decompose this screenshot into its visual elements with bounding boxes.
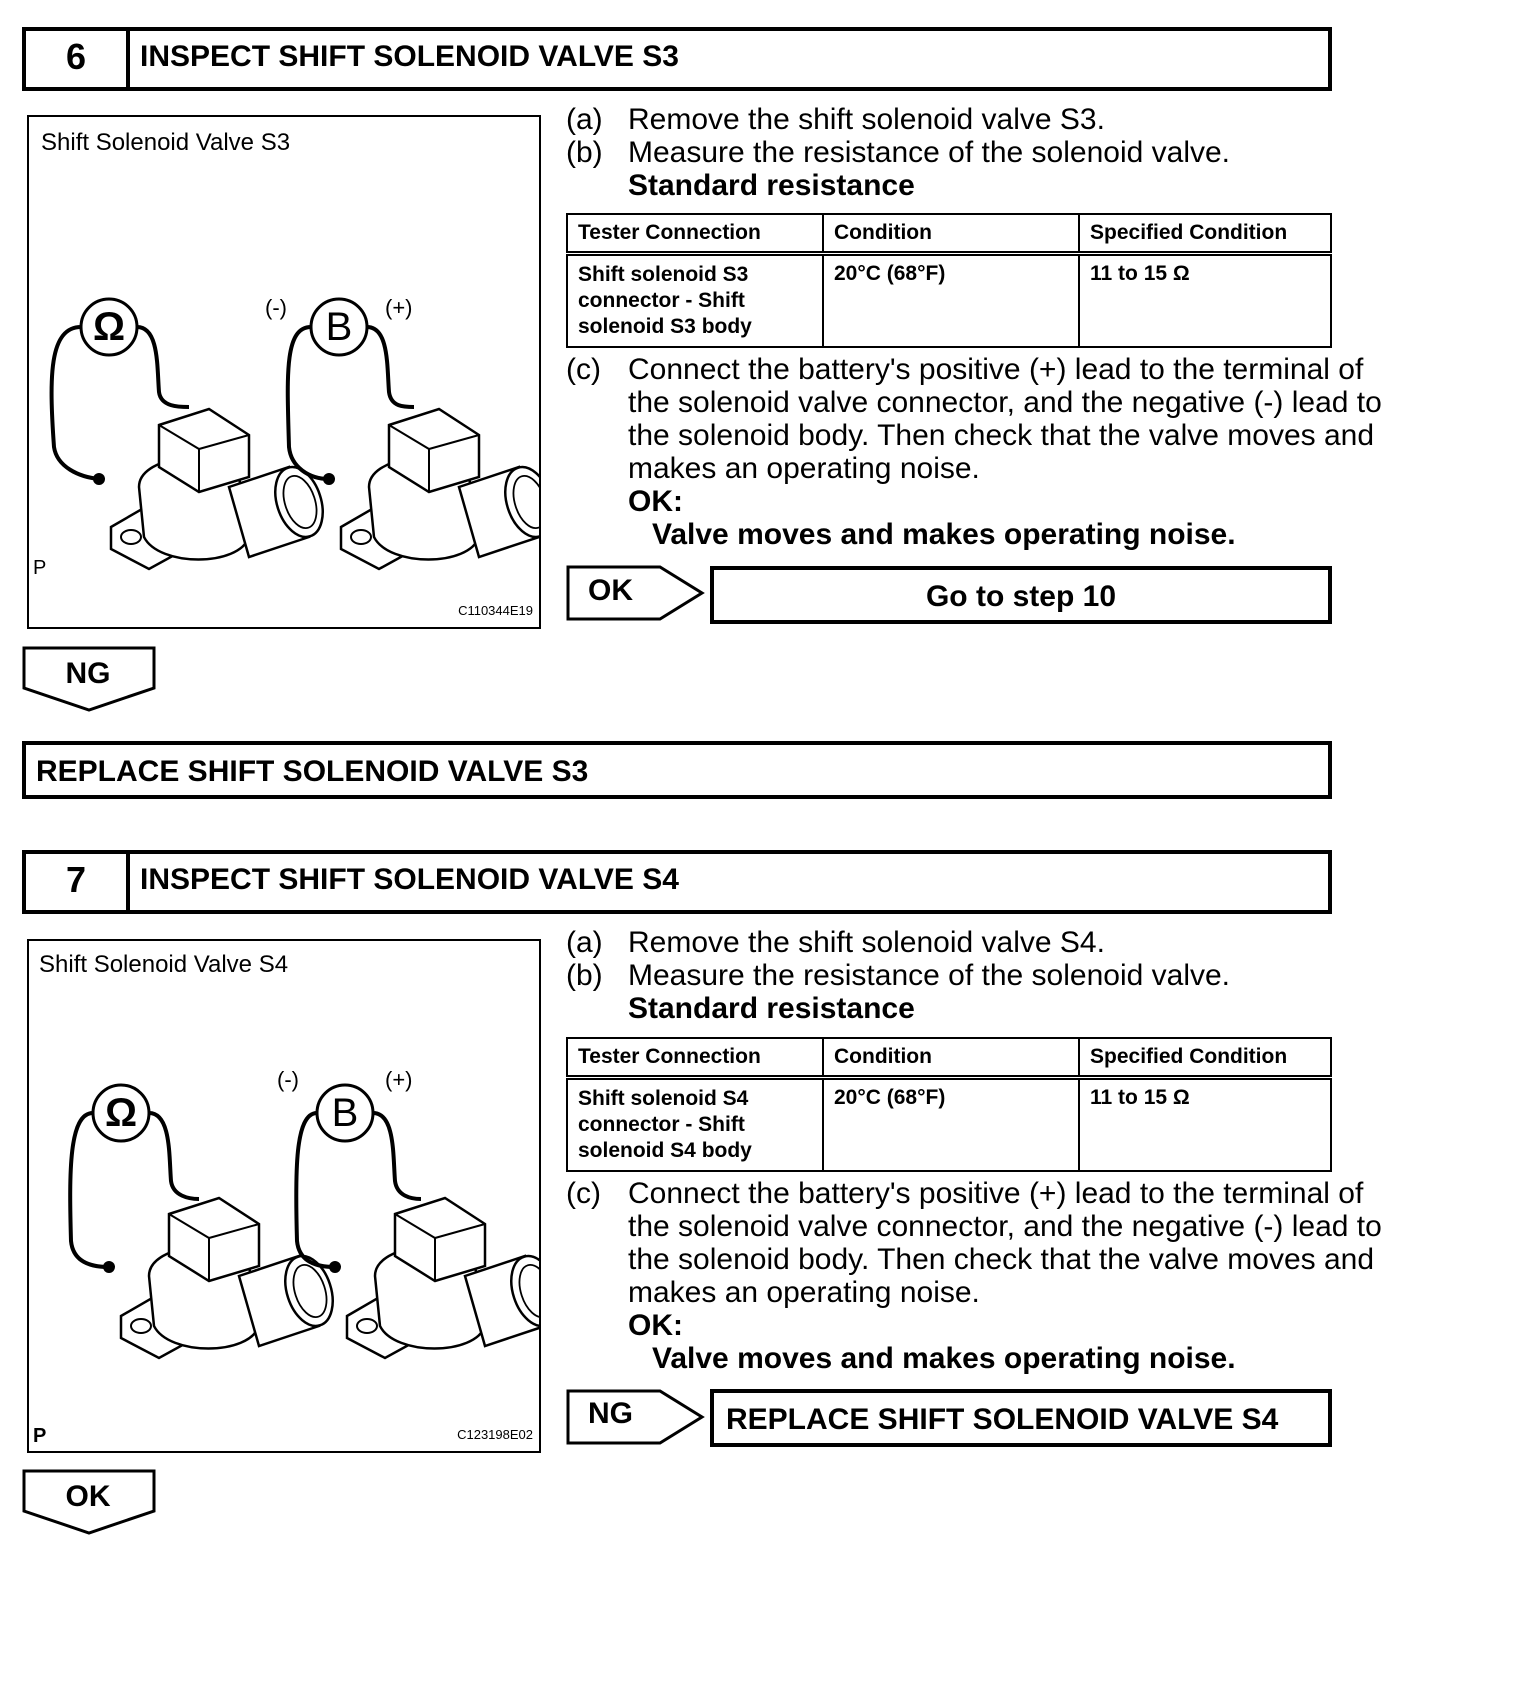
ohmmeter-symbol: Ω bbox=[92, 305, 126, 349]
table-cell: Shift solenoid S3 connector - Shift solenoid S3 body bbox=[567, 254, 823, 348]
text-b: Measure the resistance of the solenoid valve. bbox=[628, 959, 1231, 992]
label-a: (a) bbox=[566, 103, 603, 136]
table-cell: 20°C (68°F) bbox=[823, 1078, 1079, 1172]
text-c bbox=[628, 352, 1382, 553]
text-b: Measure the resistance of the solenoid valve. bbox=[628, 136, 1231, 169]
text-c-line: the solenoid body. Then check that the valve moves and bbox=[628, 1243, 1375, 1276]
instruction-b bbox=[566, 958, 1336, 994]
go-to-step-label: Go to step 10 bbox=[925, 580, 1117, 613]
label-c: (c) bbox=[566, 353, 601, 386]
resistance-table-s3 bbox=[566, 213, 1332, 348]
battery-symbol: B bbox=[331, 1091, 359, 1135]
illustration-s3 bbox=[27, 115, 541, 629]
illustration-title: Shift Solenoid Valve S4 bbox=[39, 951, 289, 978]
ok-arrow-s3[interactable] bbox=[566, 565, 706, 621]
replace-s3-box[interactable] bbox=[22, 741, 1332, 799]
illustration-code: C123198E02 bbox=[457, 1427, 533, 1442]
table-cell: 20°C (68°F) bbox=[823, 254, 1079, 348]
solenoid-diagram bbox=[29, 941, 539, 1451]
illustration-marker: P bbox=[33, 1425, 47, 1447]
replace-s4-box[interactable] bbox=[710, 1389, 1332, 1447]
text-a: Remove the shift solenoid valve S3. bbox=[628, 103, 1105, 136]
ok-heading: OK: bbox=[628, 1309, 683, 1342]
step-7-instructions bbox=[566, 925, 1336, 1027]
negative-label: (-) bbox=[265, 295, 287, 320]
step-6-instruction-c bbox=[566, 352, 1382, 553]
step-number: 6 bbox=[65, 36, 87, 77]
illustration-code: C110344E19 bbox=[458, 603, 533, 618]
replace-s4-label: REPLACE SHIFT SOLENOID VALVE S4 bbox=[726, 1403, 1279, 1436]
ng-arrow-label: NG bbox=[588, 1397, 633, 1430]
text-c-line: makes an operating noise. bbox=[628, 452, 980, 485]
label-b: (b) bbox=[566, 136, 603, 169]
positive-label: (+) bbox=[385, 1067, 413, 1092]
table-header-row bbox=[567, 1038, 1331, 1078]
step-6-instructions bbox=[566, 102, 1336, 204]
ohmmeter-symbol: Ω bbox=[104, 1091, 138, 1135]
instruction-b bbox=[566, 135, 1336, 171]
step-title: INSPECT SHIFT SOLENOID VALVE S4 bbox=[140, 863, 679, 896]
ng-arrow-s4[interactable] bbox=[566, 1389, 706, 1445]
table-header: Specified Condition bbox=[1079, 214, 1331, 254]
positive-label: (+) bbox=[385, 295, 413, 320]
instruction-c bbox=[566, 1176, 1382, 1377]
step-6-header bbox=[22, 27, 1332, 91]
instruction-a bbox=[566, 102, 1336, 138]
table-row bbox=[567, 254, 1331, 348]
label-a: (a) bbox=[566, 926, 603, 959]
step-7-header bbox=[22, 850, 1332, 914]
step-title: INSPECT SHIFT SOLENOID VALVE S3 bbox=[140, 40, 679, 73]
illustration-title: Shift Solenoid Valve S3 bbox=[41, 129, 291, 156]
label-c: (c) bbox=[566, 1177, 601, 1210]
ok-arrow-label: OK bbox=[588, 574, 633, 607]
ok-down-arrow-label: OK bbox=[65, 1480, 111, 1513]
ok-criteria: Valve moves and makes operating noise. bbox=[652, 518, 1236, 551]
standard-resistance-heading: Standard resistance bbox=[628, 169, 915, 202]
table-header: Specified Condition bbox=[1079, 1038, 1331, 1078]
text-c-line: makes an operating noise. bbox=[628, 1276, 980, 1309]
text-c-line: Connect the battery's positive (+) lead to the terminal of bbox=[628, 353, 1364, 386]
table-header: Tester Connection bbox=[567, 1038, 823, 1078]
replace-s3-label: REPLACE SHIFT SOLENOID VALVE S3 bbox=[36, 755, 589, 788]
ng-arrow-label: NG bbox=[65, 657, 111, 690]
instruction-a bbox=[566, 925, 1336, 961]
illustration-s4 bbox=[27, 939, 541, 1453]
step-7-instruction-c bbox=[566, 1176, 1382, 1377]
text-c-line: the solenoid valve connector, and the negative (-) lead to bbox=[628, 386, 1382, 419]
label-b: (b) bbox=[566, 959, 603, 992]
solenoid-diagram bbox=[29, 117, 539, 627]
table-cell: Shift solenoid S4 connector - Shift solenoid S4 body bbox=[567, 1078, 823, 1172]
step-number: 7 bbox=[65, 859, 87, 900]
table-header-row bbox=[567, 214, 1331, 254]
text-c-line: the solenoid body. Then check that the valve moves and bbox=[628, 419, 1375, 452]
text-c-line: Connect the battery's positive (+) lead to the terminal of bbox=[628, 1177, 1364, 1210]
table-cell: 11 to 15 Ω bbox=[1079, 1078, 1331, 1172]
table-cell: 11 to 15 Ω bbox=[1079, 254, 1331, 348]
text-c bbox=[628, 1176, 1382, 1377]
standard-resistance-heading: Standard resistance bbox=[628, 992, 915, 1025]
text-c-line: the solenoid valve connector, and the negative (-) lead to bbox=[628, 1210, 1382, 1243]
table-header: Condition bbox=[823, 214, 1079, 254]
resistance-table-s4 bbox=[566, 1037, 1332, 1172]
instruction-c bbox=[566, 352, 1382, 553]
table-header: Condition bbox=[823, 1038, 1079, 1078]
negative-label: (-) bbox=[277, 1067, 299, 1092]
table-header: Tester Connection bbox=[567, 214, 823, 254]
illustration-marker: P bbox=[33, 557, 47, 579]
ok-heading: OK: bbox=[628, 485, 683, 518]
table-row bbox=[567, 1078, 1331, 1172]
ok-criteria: Valve moves and makes operating noise. bbox=[652, 1342, 1236, 1375]
go-to-step-10-box[interactable] bbox=[710, 566, 1332, 624]
text-a: Remove the shift solenoid valve S4. bbox=[628, 926, 1105, 959]
battery-symbol: B bbox=[325, 305, 353, 349]
